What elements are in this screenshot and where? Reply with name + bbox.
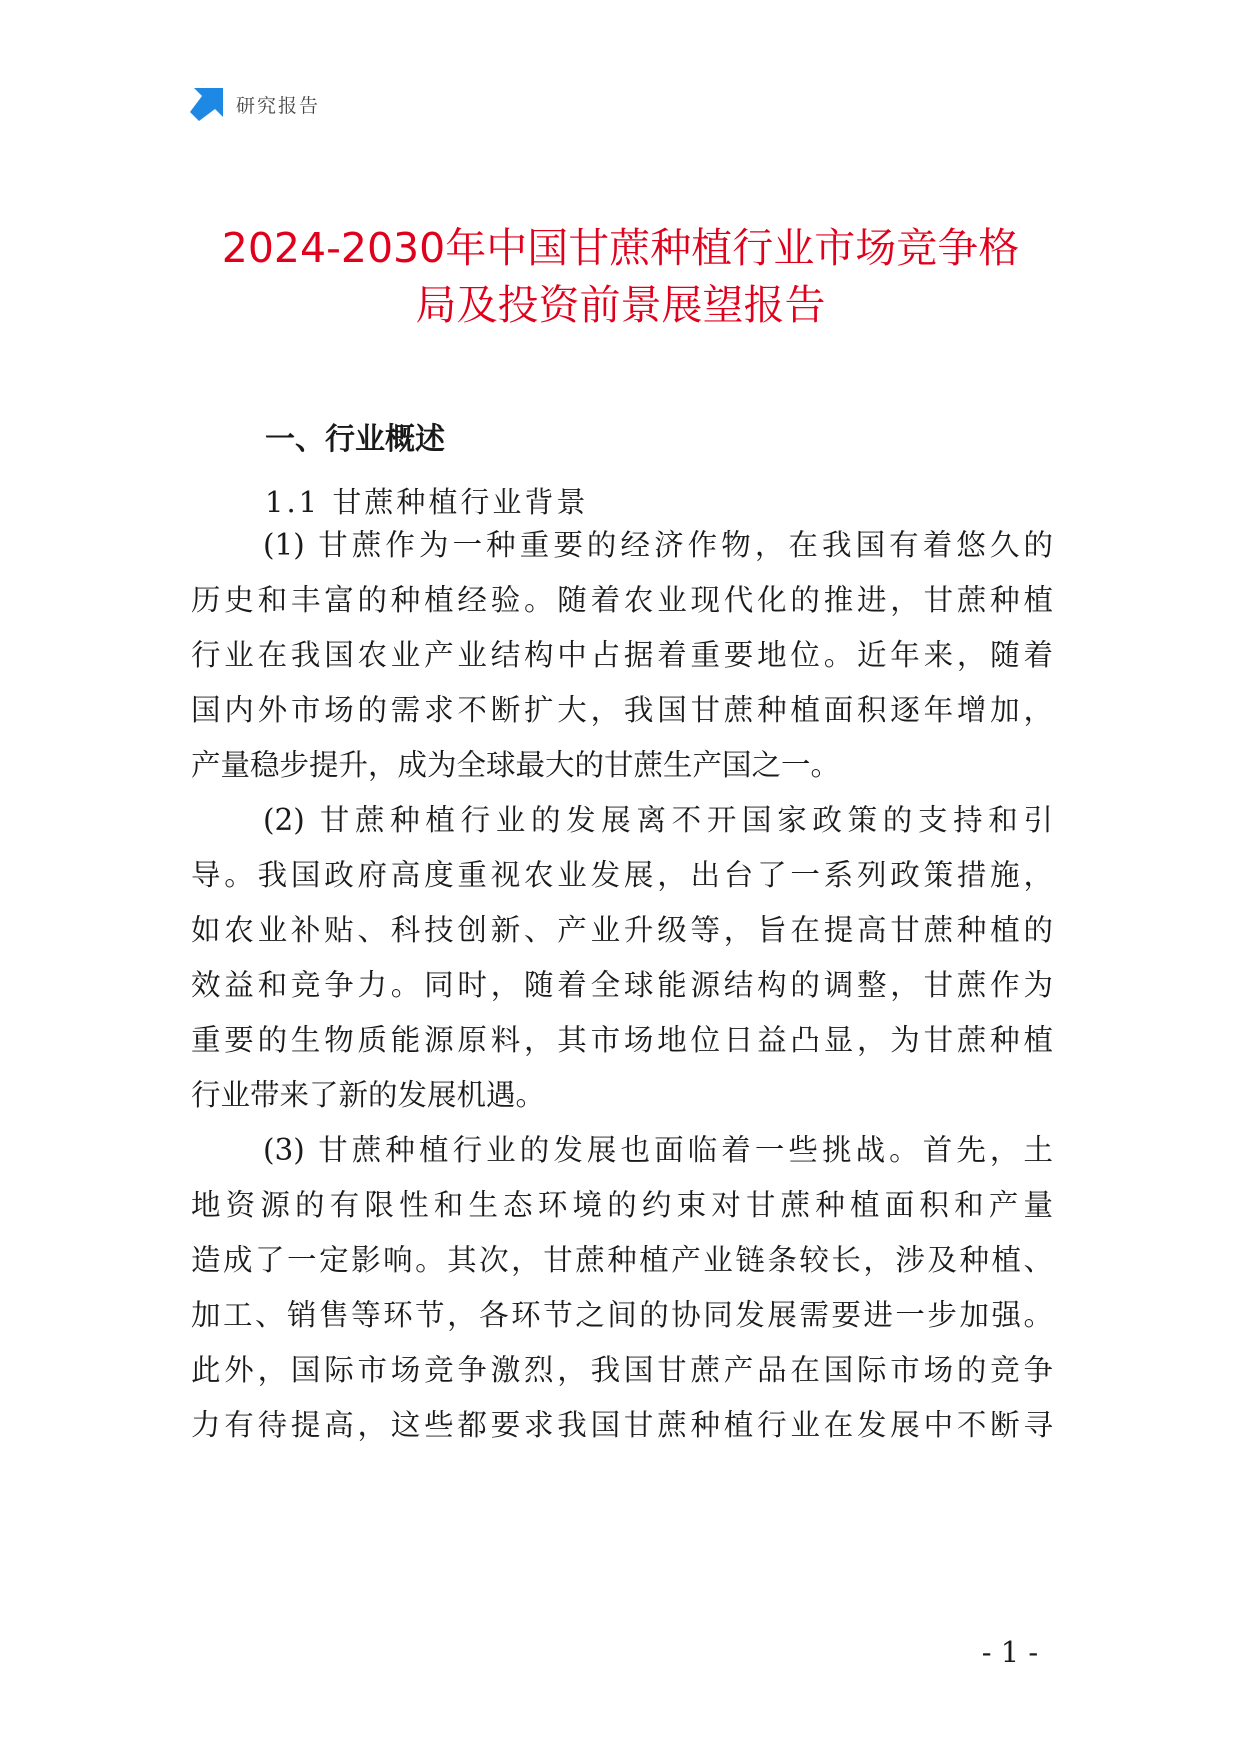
arrow-up-right-icon (190, 88, 223, 121)
document-title (150, 220, 1091, 334)
paragraph-line: 导。我国政府高度重视农业发展，出台了一系列政策措施， (191, 858, 1053, 892)
subsection-heading: 1.1 甘蔗种植行业背景 (265, 485, 589, 519)
paragraph-line: 效益和竞争力。同时，随着全球能源结构的调整，甘蔗作为 (191, 968, 1053, 1002)
paragraph-line: 行业在我国农业产业结构中占据着重要地位。近年来，随着 (191, 638, 1053, 672)
paragraph-line: 行业带来了新的发展机遇。 (191, 1078, 546, 1112)
document-header (190, 86, 320, 122)
paragraph-line: 如农业补贴、科技创新、产业升级等，旨在提高甘蔗种植的 (191, 913, 1053, 947)
paragraph-line: 此外，国际市场竞争激烈，我国甘蔗产品在国际市场的竞争 (191, 1353, 1053, 1387)
title-line: 2024-2030年中国甘蔗种植行业市场竞争格 (221, 224, 1020, 272)
header-label: 研究报告 (236, 94, 321, 117)
paragraph-line: (3) 甘蔗种植行业的发展也面临着一些挑战。首先，土 (263, 1133, 1053, 1167)
section-heading: 一、行业概述 (265, 422, 445, 457)
paragraph-line: 造成了一定影响。其次，甘蔗种植产业链条较长，涉及种植、 (191, 1243, 1053, 1277)
paragraph-line: 重要的生物质能源原料，其市场地位日益凸显，为甘蔗种植 (191, 1023, 1053, 1057)
page-number: - 1 - (981, 1635, 1039, 1669)
paragraph-line: 国内外市场的需求不断扩大，我国甘蔗种植面积逐年增加， (191, 693, 1053, 727)
paragraph-line: (1) 甘蔗作为一种重要的经济作物，在我国有着悠久的 (263, 528, 1053, 562)
paragraph-line: 历史和丰富的种植经验。随着农业现代化的推进，甘蔗种植 (191, 583, 1053, 617)
paragraph-line: (2) 甘蔗种植行业的发展离不开国家政策的支持和引 (263, 803, 1053, 837)
paragraph-line: 力有待提高，这些都要求我国甘蔗种植行业在发展中不断寻 (191, 1408, 1053, 1442)
paragraph-line: 地资源的有限性和生态环境的约束对甘蔗种植面积和产量 (191, 1188, 1053, 1222)
paragraph-line: 产量稳步提升，成为全球最大的甘蔗生产国之一。 (191, 748, 841, 782)
title-line: 局及投资前景展望报告 (415, 281, 826, 329)
paragraph-line: 加工、销售等环节，各环节之间的协同发展需要进一步加强。 (191, 1298, 1053, 1332)
